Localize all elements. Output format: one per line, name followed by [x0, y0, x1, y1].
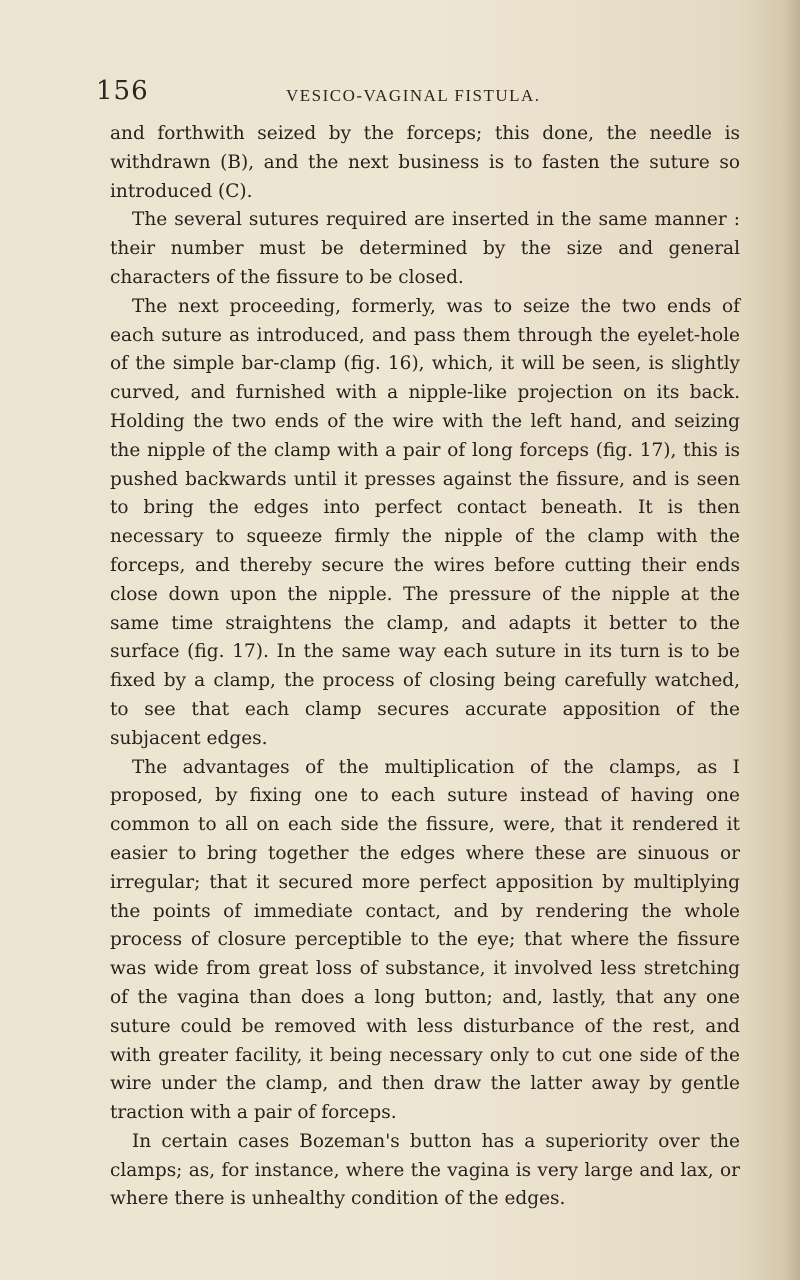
page-number: 156 [96, 76, 149, 106]
body-text [110, 120, 740, 1214]
paragraph-4: The advantages of the multiplication of the clamps, as I proposed, by fixing one to each suture instead of having one common to all on each side the fissure, were, that it rendered it easier to bring together the edges where these are sinuous or irregular; that it secured more perfect apposition by multiplying the points of immediate contact, and by rendering the whole process of closure perceptible to the eye; that where the fissure was wide from great loss of substance, it involved less stretching of the vagina than does a long button; and, lastly, that any one suture could be removed with less disturbance of the rest, and with greater facility, it being necessary only to cut one side of the wire under the clamp, and then draw the latter away by gentle traction with a pair of forceps. [110, 756, 740, 1124]
page-edge-shadow [782, 0, 800, 1280]
paragraph-3: The next proceeding, formerly, was to seize the two ends of each suture as introduced, and pass them through the eyelet-hole of the simple bar-clamp (fig. 16), which, it will be seen, is slightly curved, and furnished with a nipple-like projection on its back. Holding the two ends of the wire with the left hand, and seizing the nipple of the clamp with a pair of long forceps (fig. 17), this is pushed backwards until it presses against the fissure, and is seen to bring the edges into perfect contact beneath. It is then necessary to squeeze firmly the nipple of the clamp with the forceps, and thereby secure the wires before cutting their ends close down upon the nipple. The pressure of the nipple at the same time straightens the clamp, and adapts it better to the surface (fig. 17). In the same way each suture in its turn is to be fixed by a clamp, the process of closing being carefully watched, to see that each clamp secures accurate apposition of the subjacent edges. [110, 295, 740, 749]
page-header [96, 76, 716, 116]
paragraph-5: In certain cases Bozeman's button has a superiority over the clamps; as, for instance, where the vagina is very large and lax, or where there is unhealthy condition of the edges. [110, 1130, 740, 1210]
running-title: VESICO-VAGINAL FISTULA. [286, 86, 541, 105]
paragraph-1: and forthwith seized by the forceps; this done, the needle is withdrawn (B), and the next business is to fasten the suture so introduced (C). [110, 123, 740, 202]
paragraph-2: The several sutures required are inserted in the same manner : their number must be determined by the size and general characters of the fissure to be closed. [110, 209, 740, 288]
